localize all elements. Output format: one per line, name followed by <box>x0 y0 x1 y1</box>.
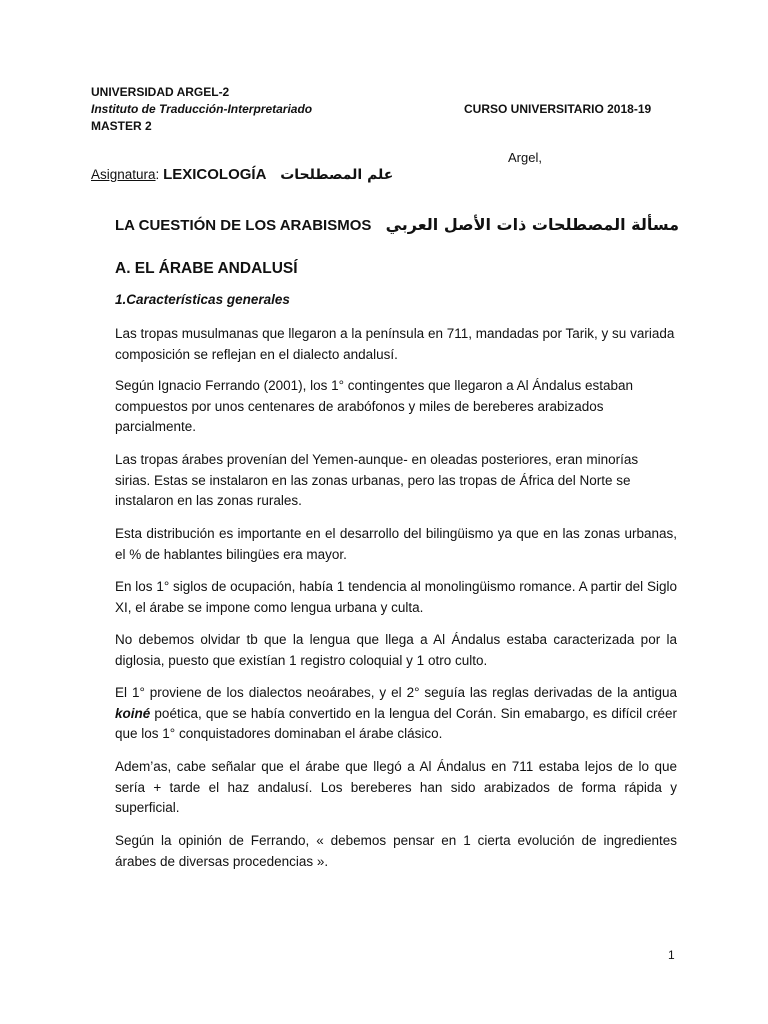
master-level: MASTER 2 <box>91 119 152 133</box>
subject-separator: : <box>155 167 160 182</box>
subject-name: LEXICOLOGÍA <box>163 166 267 183</box>
university-name: UNIVERSIDAD ARGEL-2 <box>91 85 230 99</box>
place-date: Argel, <box>508 150 542 165</box>
main-title-arabic: مسألة المصطلحات ذات الأصل العربي <box>385 215 680 234</box>
paragraph-8: Adem’as, cabe señalar que el árabe que llegó a Al Ándalus en 711 estaba lejos de lo que sería + tarde el haz andalusí. Los bereberes han sido arabizados de forma rápida y superficial. <box>115 759 677 815</box>
paragraph-1: Las tropas musulmanas que llegaron a la península en 711, mandadas por Tarik, y su variada composición se reflejan en el dialecto andalusí. <box>115 326 675 362</box>
paragraph-2: Según Ignacio Ferrando (2001), los 1° contingentes que llegaron a Al Ándalus estaban compuestos por unos centenares de arabófonos y miles de bereberes arabizados parcialmente. <box>115 378 634 434</box>
course-year: CURSO UNIVERSITARIO 2018-19 <box>464 102 652 116</box>
subject-arabic: علم المصطلحات <box>280 167 394 183</box>
paragraph-9: Según la opinión de Ferrando, « debemos pensar en 1 cierta evolución de ingredientes árabes de diversas procedencias ». <box>115 833 677 869</box>
paragraph-5: En los 1° siglos de ocupación, había 1 tendencia al monolingüismo romance. A partir del Siglo XI, el árabe se impone como lengua urbana y culta. <box>115 579 677 615</box>
subsection-heading: 1.Características generales <box>115 292 290 307</box>
main-title <box>115 215 679 234</box>
paragraph-4: Esta distribución es importante en el desarrollo del bilingüismo ya que en las zonas urbanas, el % de hablantes bilingües era mayor. <box>115 526 677 562</box>
koine-term: koiné <box>115 705 151 721</box>
paragraph-7-part-b: poética, que se había convertido en la lengua del Corán. Sin emabargo, es difícil créer que los 1° conquistadores dominaban el árabe clásico. <box>115 705 677 741</box>
paragraph-3: Las tropas árabes provenían del Yemen-aunque- en oleadas posteriores, eran minorías sirias. Estas se instalaron en las zonas urbanas, pero las tropas de África del Norte se instalaron en las zonas rurales. <box>115 452 639 508</box>
subject-label: Asignatura <box>91 167 156 182</box>
paragraph-7-part-a: El 1° proviene de los dialectos neoárabes, y el 2° seguía las reglas derivadas de la antigua <box>115 685 677 700</box>
page-number: 1 <box>668 948 675 962</box>
main-title-text: LA CUESTIÓN DE LOS ARABISMOS <box>115 217 372 234</box>
subject-line <box>91 166 393 183</box>
section-heading: A. EL ÁRABE ANDALUSÍ <box>115 260 298 277</box>
institute-name: Instituto de Traducción-Interpretariado <box>91 102 313 116</box>
paragraph-7 <box>115 683 677 745</box>
paragraph-6: No debemos olvidar tb que la lengua que llega a Al Ándalus estaba caracterizada por la diglosia, puesto que existían 1 registro coloquial y 1 otro culto. <box>115 632 677 668</box>
